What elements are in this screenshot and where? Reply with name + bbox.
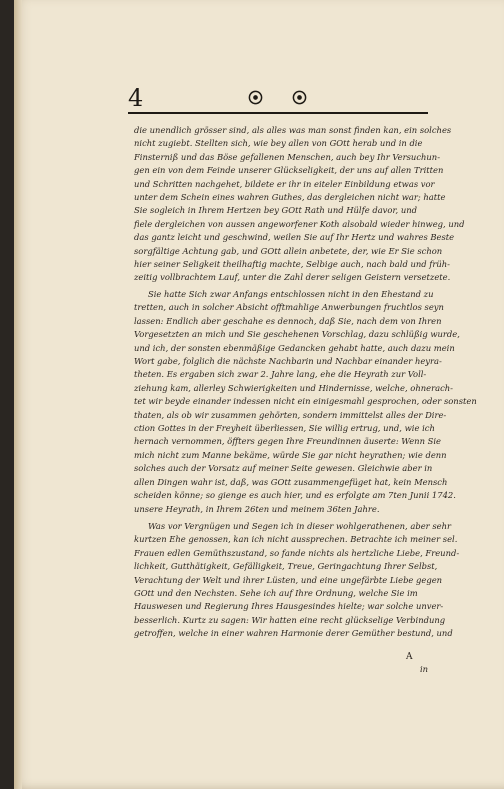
page-number: 4 [128,84,144,112]
text-line: mich nicht zum Manne bekäme, würde Sie gar nicht heyrathen; wie denn [134,449,447,460]
ornament-icon [292,90,307,105]
text-line: Frauen edlen Gemüthszustand, so fande nichts als hertzliche Liebe, Freund- [134,547,460,558]
catchword: in [420,664,429,674]
text-line: Wort gabe, folglich die nächste Nachbarin und Nachbar einander heyra- [134,356,442,367]
paragraph-2 [134,288,477,516]
header-rule [128,112,428,114]
text-line: Was vor Vergnügen und Segen ich in dieser wohlgerathenen, aber sehr [148,521,451,531]
text-line: unter dem Schein eines wahren Guthes, das dergleichen nicht war; hatte [134,192,446,203]
text-line: besserlich. Kurtz zu sagen: Wir hatten eine recht glückselige Verbindung [134,614,446,625]
text-line: ziehung kam, allerley Schwierigkeiten und Hindernisse, welche, ohnerach- [134,382,454,393]
text-line: die unendlich grösser sind, als alles was man sonst finden kan, ein solches [134,125,452,135]
text-line: lichkeit, Gutthätigkeit, Gefälligkeit, Treue, Geringachtung Ihrer Selbst, [134,561,438,572]
text-line: hernach vernommen, öffters gegen Ihre Freundinnen äuserte: Wenn Sie [134,436,441,447]
text-line: theten. Es ergaben sich zwar 2. Jahre lang, ehe die Heyrath zur Voll- [134,369,427,380]
ornament-icon [248,90,263,105]
text-line: Sie hatte Sich zwar Anfangs entschlossen nicht in den Ehestand zu [148,289,434,299]
text-line: das gantz leicht und geschwind, weilen Sie auf Ihr Hertz und wahres Beste [134,232,455,243]
text-line: solches auch der Vorsatz auf meiner Seite gewesen. Gleichwie aber in [134,463,433,474]
text-line: zeitig vollbrachtem Lauf, unter die Zahl derer seligen Geistern versetzete. [134,272,451,283]
text-line: und ich, der sonsten ebenmäßige Gedancken gehabt hatte, auch dazu mein [134,342,455,353]
text-line: Finsterniß und das Böse gefallenen Menschen, auch bey Ihr Versuchun- [134,151,441,162]
text-line: Sie sogleich in Ihrem Hertzen bey GOtt Rath und Hülfe davor, und [134,205,418,216]
text-line: sorgfältige Achtung gab, und GOtt allein anbetete, der, wie Er Sie schon [134,245,443,256]
text-line: thaten, als ob wir zusammen gehörten, sondern immittelst alles der Dire- [134,409,447,420]
text-line: fiele dergleichen von aussen angeworfener Koth alsobald wieder hinweg, und [134,218,465,229]
text-line: kurtzen Ehe genossen, kan ich nicht aussprechen. Betrachte ich meiner sel. [134,534,458,545]
text-line: unsere Heyrath, in Ihrem 26ten und meinem 36ten Jahre. [134,503,380,514]
signature-mark: A [406,652,413,662]
text-line: scheiden könne; so gienge es auch hier, und es erfolgte am 7ten Junii 1742. [134,490,456,501]
text-line: gen ein von dem Feinde unserer Glückseligkeit, der uns auf allen Tritten [134,165,444,176]
text-line: tretten, auch in solcher Absicht offtmahlige Anwerbungen fruchtlos seyn [134,302,444,313]
text-line: lassen: Endlich aber geschahe es dennoch, daß Sie, nach dem von Ihren [134,315,442,326]
text-line: tet wir beyde einander indessen nicht ein einigesmahl gesprochen, oder sonsten [134,396,477,407]
text-line: und Schritten nachgehet, bildete er ihr in eiteler Einbildung etwas vor [134,178,435,189]
page-spine [14,0,22,789]
text-line: getroffen, welche in einer wahren Harmonie derer Gemüther bestund, und [134,628,453,639]
text-line: hier seiner Seligkeit theilhaftig machte, Selbige auch, nach bald und früh- [134,259,450,270]
text-line: GOtt und den Nechsten. Sehe ich auf Ihre Ordnung, welche Sie im [134,588,418,599]
paragraph-3 [134,520,460,641]
text-line: Verachtung der Welt und ihrer Lüsten, und eine ungefärbte Liebe gegen [134,574,443,585]
text-line: Hauswesen und Regierung Ihres Hausgesindes hielte; war solche unver- [134,601,444,612]
text-line: allen Dingen wahr ist, daß, was GOtt zusammengefüget hat, kein Mensch [134,476,448,487]
text-line: Vorgesetzten an mich und Sie geschehenen Vorschlag, dazu schlüßig wurde, [134,329,460,340]
paragraph-1 [134,124,465,285]
page-header [128,84,428,116]
text-line: ction Gottes in der Freyheit überliessen, Sie willig ertrug, und, wie ich [134,423,435,434]
text-line: nicht zugiebt. Stellten sich, wie bey allen von GOtt herab und in die [134,138,423,149]
